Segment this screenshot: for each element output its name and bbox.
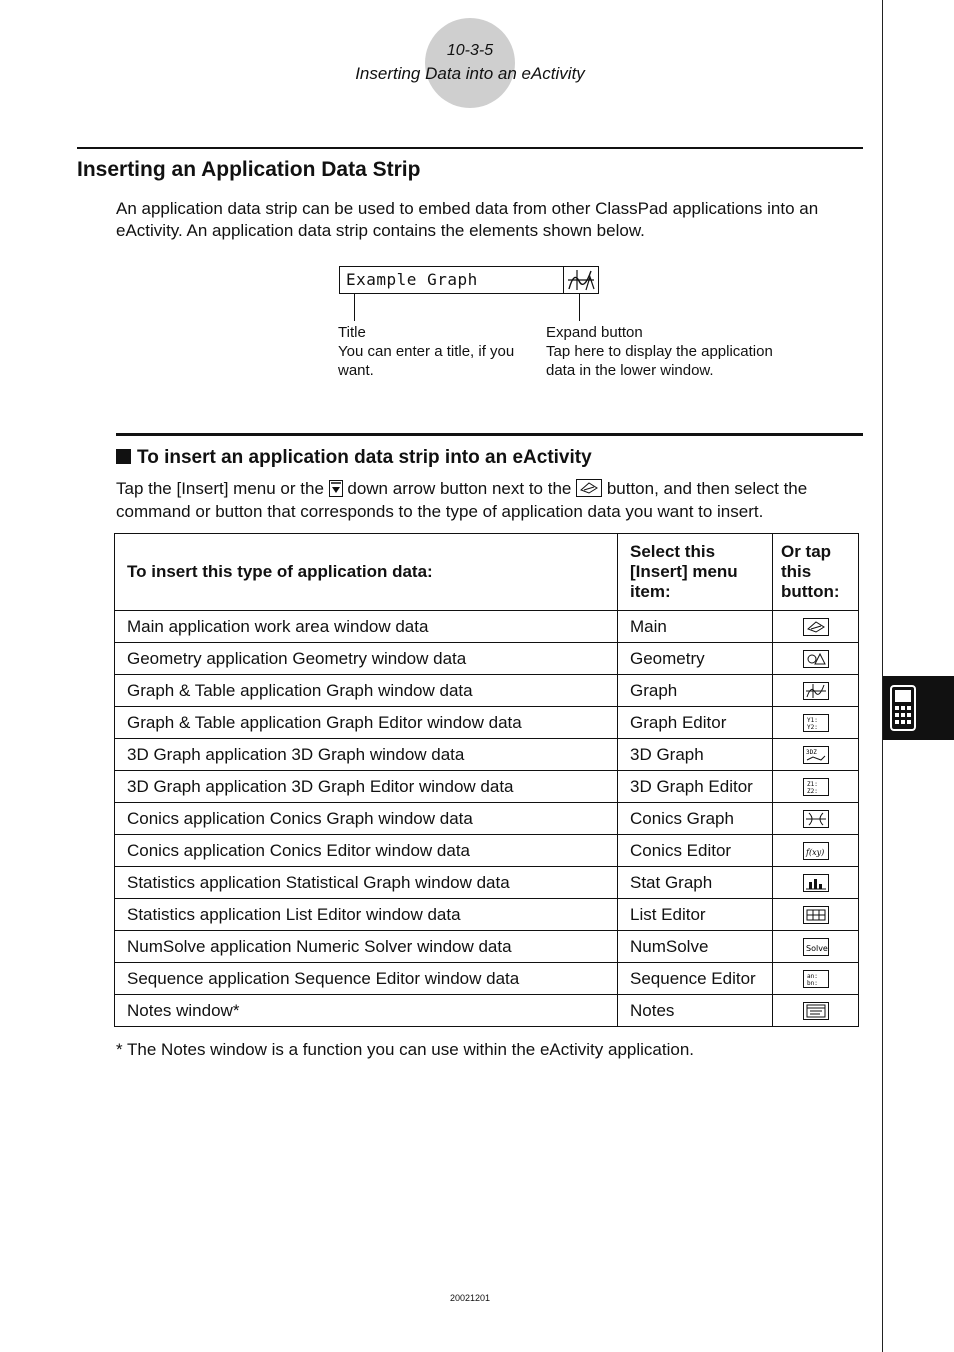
geometry-icon [803, 650, 829, 668]
3d-graph-icon [803, 746, 829, 764]
table-row [115, 803, 859, 835]
app-data-table [114, 533, 859, 1027]
row-data-type: Main application work area window data [115, 611, 618, 643]
table-row [115, 643, 859, 675]
row-menu-item: Geometry [618, 643, 773, 675]
conics-graph-icon [803, 810, 829, 828]
down-arrow-icon [329, 480, 343, 497]
row-data-type: Conics application Conics Editor window data [115, 835, 618, 867]
table-row [115, 867, 859, 899]
row-menu-item: List Editor [618, 899, 773, 931]
row-button-cell [773, 899, 859, 931]
row-data-type: Statistics application Statistical Graph window data [115, 867, 618, 899]
row-button-cell [773, 995, 859, 1027]
row-menu-item: Conics Editor [618, 835, 773, 867]
row-button-cell [773, 835, 859, 867]
svg-text:Solve: Solve [805, 944, 828, 954]
intro-paragraph: An application data strip can be used to embed data from other ClassPad applications into an eActivity. An application data strip contains the elements shown below. [116, 199, 819, 240]
row-button-cell [773, 707, 859, 739]
expand-callout-label: Expand button [546, 324, 643, 341]
list-editor-icon [803, 906, 829, 924]
procedure-heading-text: To insert an application data strip into an eActivity [137, 447, 592, 468]
table-row [115, 739, 859, 771]
main-icon [576, 479, 602, 497]
row-menu-item: Sequence Editor [618, 963, 773, 995]
table-header-row [115, 534, 859, 611]
title-callout-label: Title [338, 324, 366, 341]
row-menu-item: 3D Graph Editor [618, 771, 773, 803]
col-header-button: Or tap this button: [773, 534, 859, 611]
row-data-type: Graph & Table application Graph Editor window data [115, 707, 618, 739]
row-menu-item: NumSolve [618, 931, 773, 963]
row-button-cell [773, 931, 859, 963]
table-row [115, 675, 859, 707]
graph-icon [564, 267, 598, 293]
table-row [115, 931, 859, 963]
row-menu-item: Graph [618, 675, 773, 707]
svg-text:an:: an: [806, 973, 818, 981]
section-title: Inserting Data into an eActivity [355, 64, 585, 83]
row-data-type: Conics application Conics Graph window data [115, 803, 618, 835]
conics-editor-icon [803, 842, 829, 860]
row-menu-item: Main [618, 611, 773, 643]
chapter-side-tab [883, 676, 954, 740]
table-row [115, 995, 859, 1027]
row-button-cell [773, 643, 859, 675]
expand-callout-desc: Tap here to display the application data in the lower window. [546, 343, 773, 379]
svg-text:bn:: bn: [806, 980, 818, 988]
example-data-strip [339, 266, 599, 294]
row-menu-item: Conics Graph [618, 803, 773, 835]
sequence-editor-icon [803, 970, 829, 988]
strip-title: Example Graph [346, 270, 478, 289]
notes-icon [803, 1002, 829, 1020]
3d-graph-editor-icon [803, 778, 829, 796]
row-menu-item: 3D Graph [618, 739, 773, 771]
graph-editor-icon [803, 714, 829, 732]
svg-text:3DZ: 3DZ [805, 749, 817, 757]
row-data-type: Geometry application Geometry window data [115, 643, 618, 675]
row-data-type: Statistics application List Editor window data [115, 899, 618, 931]
stat-graph-icon [803, 874, 829, 892]
footer-code: 20021201 [449, 1293, 491, 1303]
svg-text:Y1:: Y1: [806, 717, 818, 725]
row-data-type: Notes window* [115, 995, 618, 1027]
row-button-cell [773, 803, 859, 835]
procedure-rule [116, 433, 863, 436]
table-row [115, 899, 859, 931]
page-number: 10-3-5 [446, 42, 494, 59]
procedure-text-1: Tap the [Insert] menu or the [116, 479, 324, 498]
strip-expand-button [563, 267, 598, 293]
svg-text:Z1:: Z1: [806, 781, 818, 789]
title-leader-line [354, 293, 355, 321]
row-button-cell [773, 771, 859, 803]
row-data-type: 3D Graph application 3D Graph Editor window data [115, 771, 618, 803]
row-button-cell [773, 675, 859, 707]
graph-icon [803, 682, 829, 700]
expand-leader-line [579, 293, 580, 321]
row-button-cell [773, 611, 859, 643]
row-button-cell [773, 963, 859, 995]
table-row [115, 963, 859, 995]
table-row [115, 835, 859, 867]
row-data-type: Sequence application Sequence Editor window data [115, 963, 618, 995]
svg-text:Y2:: Y2: [806, 724, 818, 732]
section-heading: Inserting an Application Data Strip [77, 158, 421, 181]
row-menu-item: Notes [618, 995, 773, 1027]
table-row [115, 707, 859, 739]
procedure-paragraph [116, 477, 866, 523]
row-menu-item: Stat Graph [618, 867, 773, 899]
table-row [115, 611, 859, 643]
header-circle [425, 18, 515, 108]
expand-callout [546, 323, 806, 380]
procedure-text-2: down arrow button next to the [347, 479, 572, 498]
row-button-cell [773, 739, 859, 771]
svg-text:f(xy): f(xy) [805, 848, 824, 858]
procedure-heading [116, 447, 592, 469]
numsolve-icon [803, 938, 829, 956]
calculator-icon [889, 684, 917, 732]
main-icon [803, 618, 829, 636]
row-data-type: Graph & Table application Graph window data [115, 675, 618, 707]
square-bullet-icon [116, 449, 131, 464]
row-menu-item: Graph Editor [618, 707, 773, 739]
procedure-text-3: button, and then select the command or button that corresponds to the type of application data you want to insert. [116, 479, 808, 521]
svg-text:Z2:: Z2: [806, 788, 818, 796]
col-header-menu-item: Select this [Insert] menu item: [618, 534, 773, 611]
table-row [115, 771, 859, 803]
row-button-cell [773, 867, 859, 899]
title-callout [338, 323, 518, 380]
row-data-type: NumSolve application Numeric Solver window data [115, 931, 618, 963]
row-data-type: 3D Graph application 3D Graph window data [115, 739, 618, 771]
title-callout-desc: You can enter a title, if you want. [338, 343, 515, 379]
section-rule [77, 147, 863, 149]
col-header-data-type: To insert this type of application data: [115, 534, 618, 611]
footnote: * The Notes window is a function you can use within the eActivity application. [116, 1040, 694, 1059]
